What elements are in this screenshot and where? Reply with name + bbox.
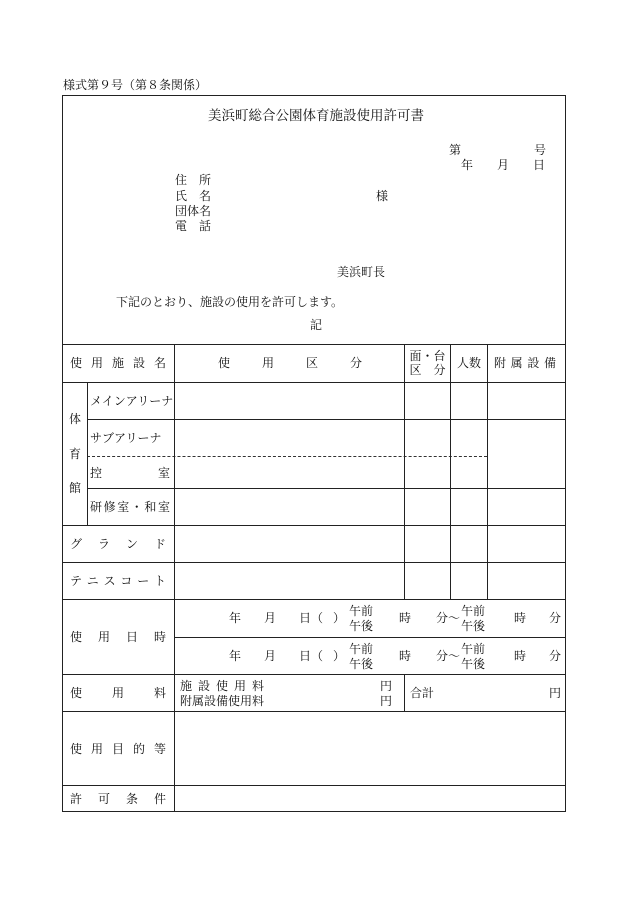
total-label: 合計	[410, 686, 435, 700]
table-top-line	[62, 344, 566, 345]
usage-fee-label: 使 用 料	[70, 686, 166, 700]
dt1-close-paren: ）	[333, 611, 346, 625]
tennis-court-label: テ ニ ス コ ー ト	[70, 574, 166, 588]
dt2-month: 月	[264, 649, 277, 663]
row-dashed-line	[87, 456, 487, 457]
dt1-month: 月	[264, 611, 277, 625]
header-people: 人数	[456, 355, 481, 370]
ground-label: グ ラ ン ド	[70, 537, 166, 551]
dt2-year: 年	[229, 649, 242, 663]
row-line	[174, 637, 566, 638]
dt1-end-hour: 時	[514, 611, 527, 625]
training-room-label: 研 修 室 ・ 和 室	[90, 500, 170, 514]
dt2-day: 日（	[299, 649, 324, 663]
dt1-end-pm: 午後	[461, 619, 486, 633]
sub-arena-label: サブアリーナ	[90, 431, 162, 445]
header-usage-category: 使 用 区 分	[218, 356, 362, 370]
col-line	[174, 344, 175, 812]
dt1-start-hour: 時	[399, 611, 412, 625]
header-equipment: 附 属 設 備	[494, 356, 556, 370]
permit-statement: 下記のとおり、施設の使用を許可します。	[116, 295, 344, 309]
usage-datetime-label: 使 用 日 時	[70, 630, 166, 644]
honorific-sama: 様	[376, 189, 389, 203]
dt2-start-am: 午前	[349, 642, 374, 656]
dt1-end-am: 午前	[461, 604, 486, 618]
phone-label: 電 話	[175, 219, 211, 233]
address-label: 住 所	[175, 173, 211, 187]
dt2-start-minute: 分～	[436, 649, 461, 663]
main-arena-label: メインアリーナ	[90, 394, 174, 408]
form-number: 様式第９号（第８条関係）	[63, 78, 208, 92]
total-yen: 円	[549, 686, 562, 700]
equipment-fee-label: 附属設備使用料	[180, 694, 265, 708]
col-line	[404, 344, 405, 599]
header-area-division: 面・台 区 分	[409, 348, 446, 377]
row-line	[62, 382, 566, 383]
dt2-end-minute: 分	[549, 649, 562, 663]
dt2-end-am: 午前	[461, 642, 486, 656]
dt1-day: 日（	[299, 611, 324, 625]
dt1-start-am: 午前	[349, 604, 374, 618]
name-label: 氏 名	[175, 189, 211, 203]
date-day: 日	[533, 158, 546, 172]
waiting-room-label: 控 室	[90, 466, 170, 480]
number-prefix: 第	[449, 143, 462, 157]
group-name-label: 団体名	[175, 204, 212, 218]
dt2-end-hour: 時	[514, 649, 527, 663]
dt2-close-paren: ）	[333, 649, 346, 663]
row-line	[62, 525, 566, 526]
row-line	[87, 488, 566, 489]
date-year: 年	[461, 158, 474, 172]
col-line	[87, 382, 88, 525]
header-facility-name: 使 用 施 設 名	[70, 356, 166, 370]
equipment-fee-yen: 円	[380, 694, 393, 708]
row-line	[62, 785, 566, 786]
row-line	[62, 711, 566, 712]
facility-fee-label: 施 設 使 用 料	[180, 679, 264, 693]
number-suffix: 号	[534, 143, 547, 157]
dt1-start-minute: 分～	[436, 611, 461, 625]
gymnasium-label: 体 育 館	[68, 412, 81, 495]
usage-purpose-label: 使 用 目 的 等	[70, 742, 166, 756]
row-line	[87, 419, 566, 420]
dt2-end-pm: 午後	[461, 657, 486, 671]
dt1-end-minute: 分	[549, 611, 562, 625]
row-line	[62, 599, 566, 600]
row-line	[62, 674, 566, 675]
dt2-start-pm: 午後	[349, 657, 374, 671]
issuer-title: 美浜町長	[337, 265, 386, 279]
dt1-start-pm: 午後	[349, 619, 374, 633]
dt1-year: 年	[229, 611, 242, 625]
col-line	[450, 344, 451, 599]
dt2-start-hour: 時	[399, 649, 412, 663]
date-month: 月	[497, 158, 510, 172]
row-line	[62, 562, 566, 563]
permit-form-frame	[62, 95, 566, 812]
ki-heading: 記	[310, 318, 323, 332]
facility-fee-yen: 円	[380, 679, 393, 693]
col-line	[404, 674, 405, 711]
permit-conditions-label: 許 可 条 件	[70, 792, 166, 806]
document-title: 美浜町総合公園体育施設使用許可書	[208, 108, 424, 124]
col-line	[487, 344, 488, 599]
